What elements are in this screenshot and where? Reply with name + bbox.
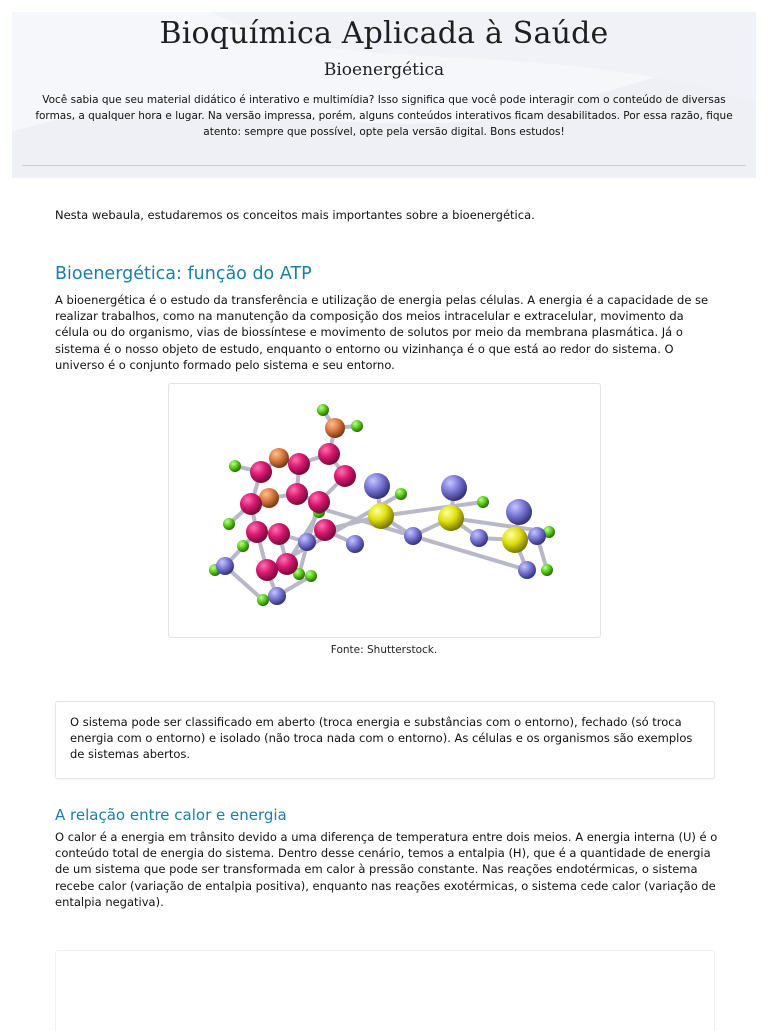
phosphorus-atom — [368, 503, 394, 529]
hydrogen-atom — [477, 496, 489, 508]
carbon-atom — [318, 443, 340, 465]
hydrogen-atom — [351, 420, 363, 432]
nitrogen-atom — [259, 488, 279, 508]
atp-molecule-illustration — [169, 384, 600, 637]
hydrogen-atom — [317, 404, 329, 416]
nitrogen-atom — [269, 448, 289, 468]
digital-material-notice: Você sabia que seu material didático é interativo e multimídia? Isso significa que você pode interagir com o conteúdo de diversas formas, a qualquer hora e lugar. Na versão impressa, porém, alguns conteúdos interativos ficam desabilitados. Por essa razão, fique atento: sempre que possível, opte pela versão digital. Bons estudos! — [35, 94, 733, 138]
next-content-box — [55, 950, 715, 1031]
oxygen-atom — [364, 473, 390, 499]
section-paragraph-bioenergetics: A bioenergética é o estudo da transferência e utilização de energia pelas células. A energia é a capacidade de se realizar trabalhos, como na manutenção da composição dos meios intracelular e extracelular, movimento da célula ou do organismo, vias de biossíntese e movimento de solutos por meio da membrana plasmática. Já o sistema é o nosso objeto de estudo, enquanto o entorno ou vizinhança é o que está ao redor do sistema. O universo é o conjunto formado pelo sistema e seu entorno. — [55, 293, 709, 372]
lesson-subtitle: Bioenergética — [323, 60, 445, 80]
carbon-atom — [250, 461, 272, 483]
oxygen-atom — [518, 561, 536, 579]
oxygen-atom — [528, 527, 546, 545]
section-paragraph-heat: O calor é a energia em trânsito devido a uma diferença de temperatura entre dois meios. A energia interna (U) é o conteúdo total de energia do sistema. Dentro desse cenário, temos a entalpia (H), que é a quantidade de energia de um sistema que pode ser transformada em calor à pressão constante. Nas reações endotérmicas, o sistema recebe calor (variação de entalpia positiva), enquanto nas reações exotérmicas, o sistema cede calor (variação de entalpia negativa). — [55, 830, 718, 909]
carbon-atom — [256, 559, 278, 581]
page-header — [12, 12, 756, 178]
hydrogen-atom — [223, 518, 235, 530]
phosphorus-atom — [502, 527, 528, 553]
oxygen-atom — [268, 587, 286, 605]
system-classification-callout: O sistema pode ser classificado em aberto (troca energia e substâncias com o entorno), fechado (só troca energia com o entorno) e isolado (não troca nada com o entorno). As células e os organismos são exemplos de sistemas abertos. — [55, 701, 715, 779]
molecule-atoms — [209, 404, 555, 606]
carbon-atom — [288, 453, 310, 475]
oxygen-atom — [506, 499, 532, 525]
oxygen-atom — [404, 527, 422, 545]
carbon-atom — [246, 521, 268, 543]
phosphorus-atom — [438, 505, 464, 531]
carbon-atom — [240, 493, 262, 515]
figure-caption: Fonte: Shutterstock. — [330, 644, 438, 656]
hydrogen-atom — [237, 540, 249, 552]
hydrogen-atom — [305, 570, 317, 582]
nitrogen-atom — [325, 418, 345, 438]
oxygen-atom — [298, 533, 316, 551]
molecule-bond — [381, 502, 483, 516]
oxygen-atom — [441, 475, 467, 501]
oxygen-atom — [346, 535, 364, 553]
carbon-atom — [334, 465, 356, 487]
course-title: Bioquímica Aplicada à Saúde — [159, 16, 609, 51]
atp-molecule-figure — [168, 383, 601, 638]
carbon-atom — [314, 519, 336, 541]
section-heading-atp: Bioenergética: função do ATP — [55, 264, 312, 284]
hydrogen-atom — [395, 488, 407, 500]
carbon-atom — [308, 491, 330, 513]
intro-text: Nesta webaula, estudaremos os conceitos mais importantes sobre a bioenergética. — [55, 208, 535, 222]
hydrogen-atom — [257, 594, 269, 606]
hydrogen-atom — [229, 460, 241, 472]
header-divider — [22, 165, 746, 166]
oxygen-atom — [216, 557, 234, 575]
carbon-atom — [286, 483, 308, 505]
carbon-atom — [268, 523, 290, 545]
hydrogen-atom — [541, 564, 553, 576]
oxygen-atom — [470, 529, 488, 547]
carbon-atom — [276, 553, 298, 575]
section-heading-heat-energy: A relação entre calor e energia — [55, 806, 287, 824]
